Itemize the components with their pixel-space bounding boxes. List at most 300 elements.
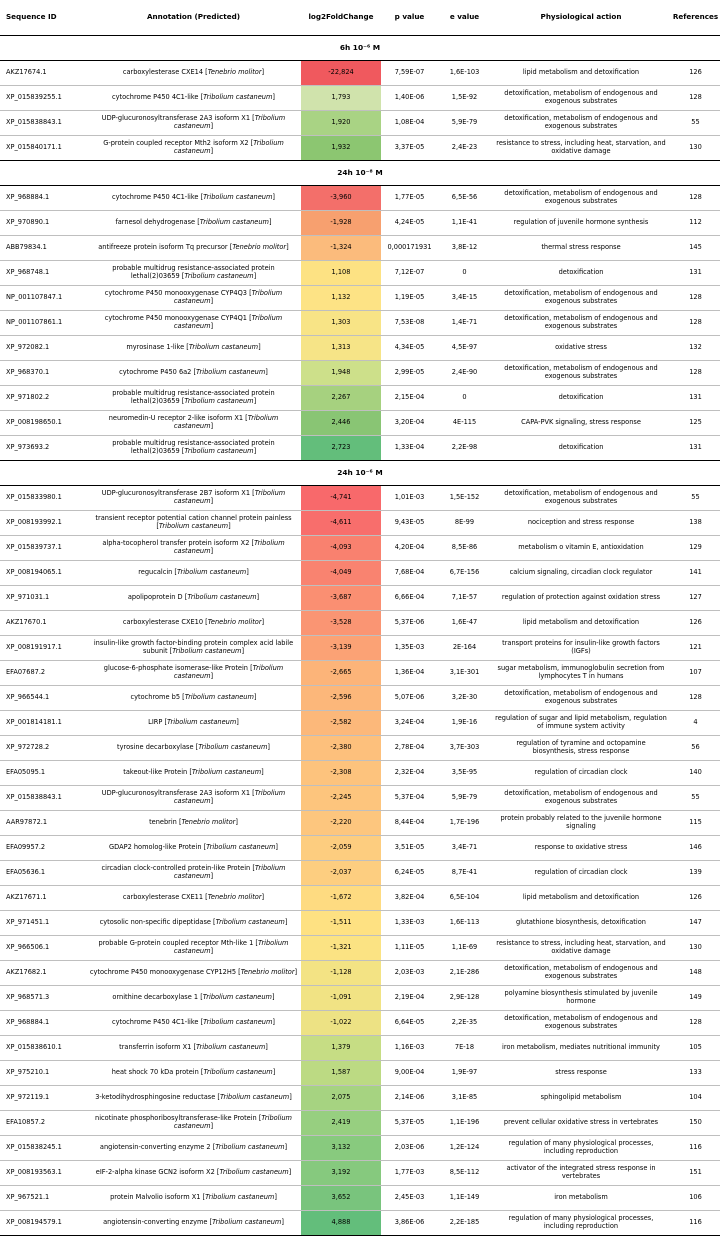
annotation-name: antifreeze protein isoform Tq precursor xyxy=(98,243,228,252)
p-value-cell: 3,37E-05 xyxy=(381,136,438,161)
sequence-id-cell: AKZ17671.1 xyxy=(0,886,86,911)
annotation-name: insulin-like growth factor-binding protein complex acid labile subunit xyxy=(93,639,294,655)
log2foldchange-cell: -1,022 xyxy=(301,1011,381,1036)
section-header-row xyxy=(0,161,720,186)
log2foldchange-cell: 3,132 xyxy=(301,1136,381,1161)
p-value-cell: 1,35E-03 xyxy=(381,636,438,661)
e-value-cell: 0 xyxy=(438,386,491,411)
annotation-cell: heat shock 70 kDa protein [Tribolium castaneum] xyxy=(86,1061,301,1086)
table-row xyxy=(0,1061,720,1086)
annotation-species: Tribolium castaneum xyxy=(184,447,254,455)
p-value-cell: 9,43E-05 xyxy=(381,511,438,536)
reference-cell: 121 xyxy=(671,636,720,661)
annotation-species: Tribolium castaneum xyxy=(215,1143,285,1152)
e-value-cell: 5,9E-79 xyxy=(438,786,491,811)
p-value-cell: 6,24E-05 xyxy=(381,861,438,886)
annotation-species: Tenebrio molitor xyxy=(240,968,295,977)
sequence-id-cell: EFA05095.1 xyxy=(0,761,86,786)
e-value-cell: 2,2E-185 xyxy=(438,1211,491,1236)
log2foldchange-cell: 1,932 xyxy=(301,136,381,161)
annotation-cell: angiotensin-converting enzyme 2 [Tribolium castaneum] xyxy=(86,1136,301,1161)
reference-cell: 149 xyxy=(671,986,720,1011)
annotation-name: heat shock 70 kDa protein xyxy=(111,1068,199,1077)
p-value-cell: 2,32E-04 xyxy=(381,761,438,786)
reference-cell: 128 xyxy=(671,86,720,111)
e-value-cell: 4E-115 xyxy=(438,411,491,436)
p-value-cell: 1,16E-03 xyxy=(381,1036,438,1061)
table-row xyxy=(0,936,720,961)
annotation-cell: apolipoprotein D [Tribolium castaneum] xyxy=(86,586,301,611)
annotation-cell: carboxylesterase CXE14 [Tenebrio molitor] xyxy=(86,61,301,86)
physiological-action-cell: resistance to stress, including heat, starvation, and oxidative damage xyxy=(491,936,671,961)
table-row xyxy=(0,786,720,811)
annotation-cell: carboxylesterase CXE11 [Tenebrio molitor] xyxy=(86,886,301,911)
e-value-cell: 2,2E-35 xyxy=(438,1011,491,1036)
annotation-cell: transferrin isoform X1 [Tribolium castaneum] xyxy=(86,1036,301,1061)
annotation-cell: insulin-like growth factor-binding protein complex acid labile subunit [Tribolium castaneum] xyxy=(86,636,301,661)
annotation-species: Tenebrio molitor xyxy=(207,893,262,902)
p-value-cell: 2,45E-03 xyxy=(381,1186,438,1211)
annotation-cell: circadian clock-controlled protein-like Protein [Tribolium castaneum] xyxy=(86,861,301,886)
log2foldchange-cell: 1,132 xyxy=(301,286,381,311)
p-value-cell: 4,20E-04 xyxy=(381,536,438,561)
annotation-cell: angiotensin-converting enzyme [Tribolium castaneum] xyxy=(86,1211,301,1236)
annotation-species: Tribolium castaneum xyxy=(206,843,276,852)
annotation-cell: UDP-glucuronosyltransferase 2B7 isoform X1 [Tribolium castaneum] xyxy=(86,486,301,511)
physiological-action-cell: lipid metabolism and detoxification xyxy=(491,611,671,636)
annotation-species: Tribolium castaneum xyxy=(173,664,284,680)
p-value-cell: 2,78E-04 xyxy=(381,736,438,761)
annotation-species: Tribolium castaneum xyxy=(196,1043,266,1052)
section-header-row xyxy=(0,461,720,486)
table-row xyxy=(0,1011,720,1036)
p-value-cell: 6,66E-04 xyxy=(381,586,438,611)
log2foldchange-cell: -1,324 xyxy=(301,236,381,261)
table-row xyxy=(0,286,720,311)
table-row xyxy=(0,636,720,661)
annotation-species: Tribolium castaneum xyxy=(191,768,262,777)
reference-cell: 148 xyxy=(671,961,720,986)
physiological-action-cell: stress response xyxy=(491,1061,671,1086)
table-row xyxy=(0,136,720,161)
e-value-cell: 7E-18 xyxy=(438,1036,491,1061)
e-value-cell: 1,9E-97 xyxy=(438,1061,491,1086)
annotation-name: probable multidrug resistance-associated protein lethal(2)03659 xyxy=(112,389,275,405)
e-value-cell: 1,5E-92 xyxy=(438,86,491,111)
table-row xyxy=(0,386,720,411)
annotation-name: probable G-protein coupled receptor Mth-like 1 xyxy=(98,939,254,948)
log2foldchange-cell: -4,611 xyxy=(301,511,381,536)
p-value-cell: 5,37E-04 xyxy=(381,786,438,811)
annotation-cell: probable multidrug resistance-associated protein lethal(2)03659 [Tribolium castaneum] xyxy=(86,386,301,411)
annotation-name: farnesol dehydrogenase xyxy=(115,218,196,227)
sequence-id-cell: XP_971031.1 xyxy=(0,586,86,611)
reference-cell: 150 xyxy=(671,1111,720,1136)
annotation-cell: 3-ketodihydrosphingosine reductase [Tribolium castaneum] xyxy=(86,1086,301,1111)
log2foldchange-cell: 1,948 xyxy=(301,361,381,386)
e-value-cell: 2E-164 xyxy=(438,636,491,661)
sequence-id-cell: XP_968748.1 xyxy=(0,261,86,286)
sequence-id-cell: AAR97872.1 xyxy=(0,811,86,836)
log2foldchange-cell: -3,139 xyxy=(301,636,381,661)
annotation-species: Tenebrio molitor xyxy=(232,243,287,252)
annotation-species: Tribolium castaneum xyxy=(196,368,266,377)
physiological-action-cell: detoxification xyxy=(491,436,671,461)
header-row xyxy=(0,0,720,36)
log2foldchange-cell: -3,687 xyxy=(301,586,381,611)
table-row xyxy=(0,911,720,936)
section-title: 24h 10⁻⁸ M xyxy=(0,161,720,186)
table-row xyxy=(0,586,720,611)
log2foldchange-cell: -1,672 xyxy=(301,886,381,911)
sequence-id-cell: NP_001107847.1 xyxy=(0,286,86,311)
log2foldchange-cell: -4,049 xyxy=(301,561,381,586)
table-row xyxy=(0,1036,720,1061)
annotation-species: Tribolium castaneum xyxy=(219,1168,289,1177)
e-value-cell: 6,5E-104 xyxy=(438,886,491,911)
annotation-name: takeout-like Protein xyxy=(123,768,188,777)
log2foldchange-cell: -2,059 xyxy=(301,836,381,861)
reference-cell: 126 xyxy=(671,611,720,636)
annotation-species: Tribolium castaneum xyxy=(203,93,273,102)
p-value-cell: 3,51E-05 xyxy=(381,836,438,861)
p-value-cell: 3,86E-06 xyxy=(381,1211,438,1236)
sequence-id-cell: XP_972119.1 xyxy=(0,1086,86,1111)
table-row xyxy=(0,361,720,386)
annotation-cell: cytochrome b5 [Tribolium castaneum] xyxy=(86,686,301,711)
sequence-id-cell: XP_015833980.1 xyxy=(0,486,86,511)
physiological-action-cell: regulation of circadian clock xyxy=(491,861,671,886)
reference-cell: 140 xyxy=(671,761,720,786)
table-row xyxy=(0,686,720,711)
annotation-name: tenebrin xyxy=(149,818,177,827)
reference-cell: 128 xyxy=(671,1011,720,1036)
e-value-cell: 8E-99 xyxy=(438,511,491,536)
e-value-cell: 6,5E-56 xyxy=(438,186,491,211)
physiological-action-cell: detoxification, metabolism of endogenous and exogenous substrates xyxy=(491,486,671,511)
physiological-action-cell: thermal stress response xyxy=(491,236,671,261)
e-value-cell: 1,7E-196 xyxy=(438,811,491,836)
physiological-action-cell: lipid metabolism and detoxification xyxy=(491,886,671,911)
e-value-cell: 1,6E-113 xyxy=(438,911,491,936)
e-value-cell: 1,1E-196 xyxy=(438,1111,491,1136)
annotation-cell: cytochrome P450 6a2 [Tribolium castaneum] xyxy=(86,361,301,386)
sequence-id-cell: XP_008194065.1 xyxy=(0,561,86,586)
table-row xyxy=(0,86,720,111)
annotation-species: Tribolium castaneum xyxy=(173,139,284,155)
physiological-action-cell: sphingolipid metabolism xyxy=(491,1086,671,1111)
reference-cell: 105 xyxy=(671,1036,720,1061)
reference-cell: 55 xyxy=(671,786,720,811)
p-value-cell: 1,11E-05 xyxy=(381,936,438,961)
table-row xyxy=(0,961,720,986)
sequence-id-cell: XP_008193563.1 xyxy=(0,1161,86,1186)
reference-cell: 116 xyxy=(671,1211,720,1236)
table-row xyxy=(0,986,720,1011)
sequence-id-cell: XP_971802.2 xyxy=(0,386,86,411)
physiological-action-cell: regulation of many physiological processes, including reproduction xyxy=(491,1211,671,1236)
annotation-name: transferrin isoform X1 xyxy=(119,1043,192,1052)
log2foldchange-cell: -1,321 xyxy=(301,936,381,961)
annotation-species: Tribolium castaneum xyxy=(184,272,254,280)
annotation-species: Tribolium castaneum xyxy=(173,864,286,880)
p-value-cell: 9,00E-04 xyxy=(381,1061,438,1086)
annotation-species: Tribolium castaneum xyxy=(198,743,268,752)
sequence-id-cell: XP_008198650.1 xyxy=(0,411,86,436)
e-value-cell: 2,2E-98 xyxy=(438,436,491,461)
e-value-cell: 1,6E-47 xyxy=(438,611,491,636)
table-row xyxy=(0,436,720,461)
physiological-action-cell: iron metabolism xyxy=(491,1186,671,1211)
e-value-cell: 1,6E-103 xyxy=(438,61,491,86)
p-value-cell: 3,20E-04 xyxy=(381,411,438,436)
sequence-id-cell: XP_973693.2 xyxy=(0,436,86,461)
e-value-cell: 3,8E-12 xyxy=(438,236,491,261)
p-value-cell: 5,37E-05 xyxy=(381,1111,438,1136)
sequence-id-cell: XP_971451.1 xyxy=(0,911,86,936)
e-value-cell: 1,9E-16 xyxy=(438,711,491,736)
header-physiological-action: Physiological action xyxy=(491,0,671,36)
e-value-cell: 3,1E-85 xyxy=(438,1086,491,1111)
p-value-cell: 1,33E-03 xyxy=(381,911,438,936)
reference-cell: 146 xyxy=(671,836,720,861)
physiological-action-cell: detoxification, metabolism of endogenous and exogenous substrates xyxy=(491,86,671,111)
annotation-cell: cytochrome P450 4C1-like [Tribolium castaneum] xyxy=(86,1011,301,1036)
annotation-cell: UDP-glucuronosyltransferase 2A3 isoform X1 [Tribolium castaneum] xyxy=(86,786,301,811)
sequence-id-cell: XP_966506.1 xyxy=(0,936,86,961)
table-row xyxy=(0,186,720,211)
e-value-cell: 6,7E-156 xyxy=(438,561,491,586)
sequence-id-cell: XP_972728.2 xyxy=(0,736,86,761)
e-value-cell: 0 xyxy=(438,261,491,286)
annotation-species: Tribolium castaneum xyxy=(188,343,259,352)
table-row xyxy=(0,811,720,836)
annotation-species: Tribolium castaneum xyxy=(203,193,273,202)
sequence-id-cell: XP_967521.1 xyxy=(0,1186,86,1211)
annotation-cell: protein Malvolio isoform X1 [Tribolium castaneum] xyxy=(86,1186,301,1211)
physiological-action-cell: detoxification, metabolism of endogenous and exogenous substrates xyxy=(491,1011,671,1036)
log2foldchange-cell: 2,419 xyxy=(301,1111,381,1136)
annotation-species: Tribolium castaneum xyxy=(172,647,242,655)
physiological-action-cell: iron metabolism, mediates nutritional immunity xyxy=(491,1036,671,1061)
reference-cell: 128 xyxy=(671,686,720,711)
log2foldchange-cell: 2,075 xyxy=(301,1086,381,1111)
table-row xyxy=(0,1086,720,1111)
sequence-id-cell: XP_968884.1 xyxy=(0,186,86,211)
annotation-species: Tribolium castaneum xyxy=(215,918,285,927)
log2foldchange-cell: 4,888 xyxy=(301,1211,381,1236)
log2foldchange-cell: -22,824 xyxy=(301,61,381,86)
sequence-id-cell: XP_008193992.1 xyxy=(0,511,86,536)
annotation-name: myrosinase 1-like xyxy=(126,343,185,352)
log2foldchange-cell: 1,587 xyxy=(301,1061,381,1086)
table-row xyxy=(0,261,720,286)
physiological-action-cell: detoxification xyxy=(491,261,671,286)
annotation-species: Tenebrio molitor xyxy=(207,68,262,77)
header-log2foldchange: log2FoldChange xyxy=(301,0,381,36)
p-value-cell: 6,64E-05 xyxy=(381,1011,438,1036)
annotation-cell: myrosinase 1-like [Tribolium castaneum] xyxy=(86,336,301,361)
annotation-name: UDP-glucuronosyltransferase 2A3 isoform X1 xyxy=(101,789,251,798)
p-value-cell: 2,19E-04 xyxy=(381,986,438,1011)
annotation-name: probable multidrug resistance-associated protein lethal(2)03659 xyxy=(112,264,275,280)
e-value-cell: 1,1E-69 xyxy=(438,936,491,961)
reference-cell: 131 xyxy=(671,436,720,461)
reference-cell: 115 xyxy=(671,811,720,836)
reference-cell: 141 xyxy=(671,561,720,586)
annotation-name: cytochrome P450 4C1-like xyxy=(112,1018,199,1027)
physiological-action-cell: sugar metabolism, immunoglobulin secretion from lymphocytes T in humans xyxy=(491,661,671,686)
e-value-cell: 1,1E-41 xyxy=(438,211,491,236)
annotation-cell: neuromedin-U receptor 2-like isoform X1 [Tribolium castaneum] xyxy=(86,411,301,436)
reference-cell: 125 xyxy=(671,411,720,436)
e-value-cell: 3,2E-30 xyxy=(438,686,491,711)
log2foldchange-cell: -2,380 xyxy=(301,736,381,761)
log2foldchange-cell: 1,793 xyxy=(301,86,381,111)
annotation-cell: farnesol dehydrogenase [Tribolium castaneum] xyxy=(86,211,301,236)
table-row xyxy=(0,1136,720,1161)
e-value-cell: 4,5E-97 xyxy=(438,336,491,361)
table-row xyxy=(0,111,720,136)
table-row xyxy=(0,761,720,786)
annotation-name: G-protein coupled receptor Mth2 isoform X2 xyxy=(103,139,249,148)
annotation-cell: cytochrome P450 4C1-like [Tribolium castaneum] xyxy=(86,186,301,211)
table-row xyxy=(0,1211,720,1236)
e-value-cell: 8,5E-86 xyxy=(438,536,491,561)
e-value-cell: 2,9E-128 xyxy=(438,986,491,1011)
annotation-name: UDP-glucuronosyltransferase 2B7 isoform X1 xyxy=(101,489,251,498)
annotation-name: LIRP xyxy=(148,718,163,727)
annotation-cell: cytosolic non-specific dipeptidase [Tribolium castaneum] xyxy=(86,911,301,936)
annotation-name: eIF-2-alpha kinase GCN2 isoform X2 xyxy=(95,1168,215,1177)
reference-cell: 116 xyxy=(671,1136,720,1161)
physiological-action-cell: response to oxidative stress xyxy=(491,836,671,861)
annotation-species: Tribolium castaneum xyxy=(173,1114,292,1130)
annotation-name: 3-ketodihydrosphingosine reductase xyxy=(95,1093,216,1102)
reference-cell: 128 xyxy=(671,311,720,336)
annotation-name: cytosolic non-specific dipeptidase xyxy=(99,918,211,927)
e-value-cell: 2,1E-286 xyxy=(438,961,491,986)
sequence-id-cell: AKZ17670.1 xyxy=(0,611,86,636)
log2foldchange-cell: -3,960 xyxy=(301,186,381,211)
physiological-action-cell: regulation of circadian clock xyxy=(491,761,671,786)
sequence-id-cell: AKZ17682.1 xyxy=(0,961,86,986)
p-value-cell: 3,24E-04 xyxy=(381,711,438,736)
annotation-name: angiotensin-converting enzyme 2 xyxy=(99,1143,211,1152)
annotation-cell: probable multidrug resistance-associated protein lethal(2)03659 [Tribolium castaneum] xyxy=(86,261,301,286)
log2foldchange-cell: -2,220 xyxy=(301,811,381,836)
p-value-cell: 1,33E-04 xyxy=(381,436,438,461)
annotation-name: carboxylesterase CXE11 xyxy=(122,893,204,902)
annotation-species: Tribolium castaneum xyxy=(173,314,283,330)
annotation-cell: GDAP2 homolog-like Protein [Tribolium castaneum] xyxy=(86,836,301,861)
e-value-cell: 1,2E-124 xyxy=(438,1136,491,1161)
log2foldchange-cell: -2,582 xyxy=(301,711,381,736)
annotation-name: GDAP2 homolog-like Protein xyxy=(109,843,202,852)
sequence-id-cell: XP_975210.1 xyxy=(0,1061,86,1086)
annotation-name: cytochrome b5 xyxy=(130,693,181,702)
table-row xyxy=(0,1161,720,1186)
annotation-species: Tribolium castaneum xyxy=(173,539,285,555)
annotation-species: Tribolium castaneum xyxy=(177,568,247,577)
physiological-action-cell: glutathione biosynthesis, detoxification xyxy=(491,911,671,936)
annotation-name: alpha-tocopherol transfer protein isoform X2 xyxy=(102,539,250,548)
log2foldchange-cell: -2,665 xyxy=(301,661,381,686)
annotation-cell: alpha-tocopherol transfer protein isoform X2 [Tribolium castaneum] xyxy=(86,536,301,561)
reference-cell: 133 xyxy=(671,1061,720,1086)
e-value-cell: 3,7E-303 xyxy=(438,736,491,761)
reference-cell: 4 xyxy=(671,711,720,736)
sequence-id-cell: ABB79834.1 xyxy=(0,236,86,261)
log2foldchange-cell: 2,446 xyxy=(301,411,381,436)
log2foldchange-cell: 1,108 xyxy=(301,261,381,286)
sequence-id-cell: EFA07687.2 xyxy=(0,661,86,686)
annotation-name: ornithine decarboxylase 1 xyxy=(112,993,199,1002)
table-row xyxy=(0,711,720,736)
header-annotation: Annotation (Predicted) xyxy=(86,0,301,36)
annotation-species: Tribolium castaneum xyxy=(173,939,289,955)
physiological-action-cell: detoxification, metabolism of endogenous and exogenous substrates xyxy=(491,786,671,811)
table-row xyxy=(0,236,720,261)
table-row xyxy=(0,511,720,536)
sequence-id-cell: XP_008194579.1 xyxy=(0,1211,86,1236)
p-value-cell: 1,40E-06 xyxy=(381,86,438,111)
physiological-action-cell: calcium signaling, circadian clock regulator xyxy=(491,561,671,586)
physiological-action-cell: regulation of tyramine and octopamine biosynthesis, stress response xyxy=(491,736,671,761)
log2foldchange-cell: -2,308 xyxy=(301,761,381,786)
annotation-species: Tribolium castaneum xyxy=(203,1018,273,1027)
log2foldchange-cell: -1,091 xyxy=(301,986,381,1011)
e-value-cell: 2,4E-90 xyxy=(438,361,491,386)
annotation-cell: ornithine decarboxylase 1 [Tribolium castaneum] xyxy=(86,986,301,1011)
log2foldchange-cell: -4,741 xyxy=(301,486,381,511)
e-value-cell: 3,4E-71 xyxy=(438,836,491,861)
log2foldchange-cell: -1,511 xyxy=(301,911,381,936)
log2foldchange-cell: 1,920 xyxy=(301,111,381,136)
e-value-cell: 8,5E-112 xyxy=(438,1161,491,1186)
e-value-cell: 3,4E-15 xyxy=(438,286,491,311)
annotation-name: tyrosine decarboxylase xyxy=(117,743,194,752)
sequence-id-cell: XP_015838843.1 xyxy=(0,786,86,811)
log2foldchange-cell: -2,245 xyxy=(301,786,381,811)
sequence-id-cell: NP_001107861.1 xyxy=(0,311,86,336)
e-value-cell: 1,1E-149 xyxy=(438,1186,491,1211)
table-row xyxy=(0,486,720,511)
reference-cell: 104 xyxy=(671,1086,720,1111)
p-value-cell: 5,37E-06 xyxy=(381,611,438,636)
table-row xyxy=(0,886,720,911)
reference-cell: 128 xyxy=(671,186,720,211)
section-title: 24h 10⁻⁶ M xyxy=(0,461,720,486)
physiological-action-cell: detoxification, metabolism of endogenous and exogenous substrates xyxy=(491,361,671,386)
physiological-action-cell: nociception and stress response xyxy=(491,511,671,536)
annotation-species: Tribolium castaneum xyxy=(212,1218,282,1227)
p-value-cell: 2,03E-06 xyxy=(381,1136,438,1161)
physiological-action-cell: CAPA-PVK signaling, stress response xyxy=(491,411,671,436)
table-row xyxy=(0,1111,720,1136)
table-row xyxy=(0,336,720,361)
log2foldchange-cell: 1,303 xyxy=(301,311,381,336)
reference-cell: 55 xyxy=(671,486,720,511)
annotation-name: transient receptor potential cation channel protein painless xyxy=(95,514,292,523)
annotation-name: cytochrome P450 4C1-like xyxy=(112,193,199,202)
table-header xyxy=(0,0,720,36)
annotation-name: protein Malvolio isoform X1 xyxy=(110,1193,201,1202)
header-p-value: p value xyxy=(381,0,438,36)
physiological-action-cell: transport proteins for insulin-like growth factors (IGFs) xyxy=(491,636,671,661)
log2foldchange-cell: -1,928 xyxy=(301,211,381,236)
physiological-action-cell: detoxification, metabolism of endogenous and exogenous substrates xyxy=(491,111,671,136)
